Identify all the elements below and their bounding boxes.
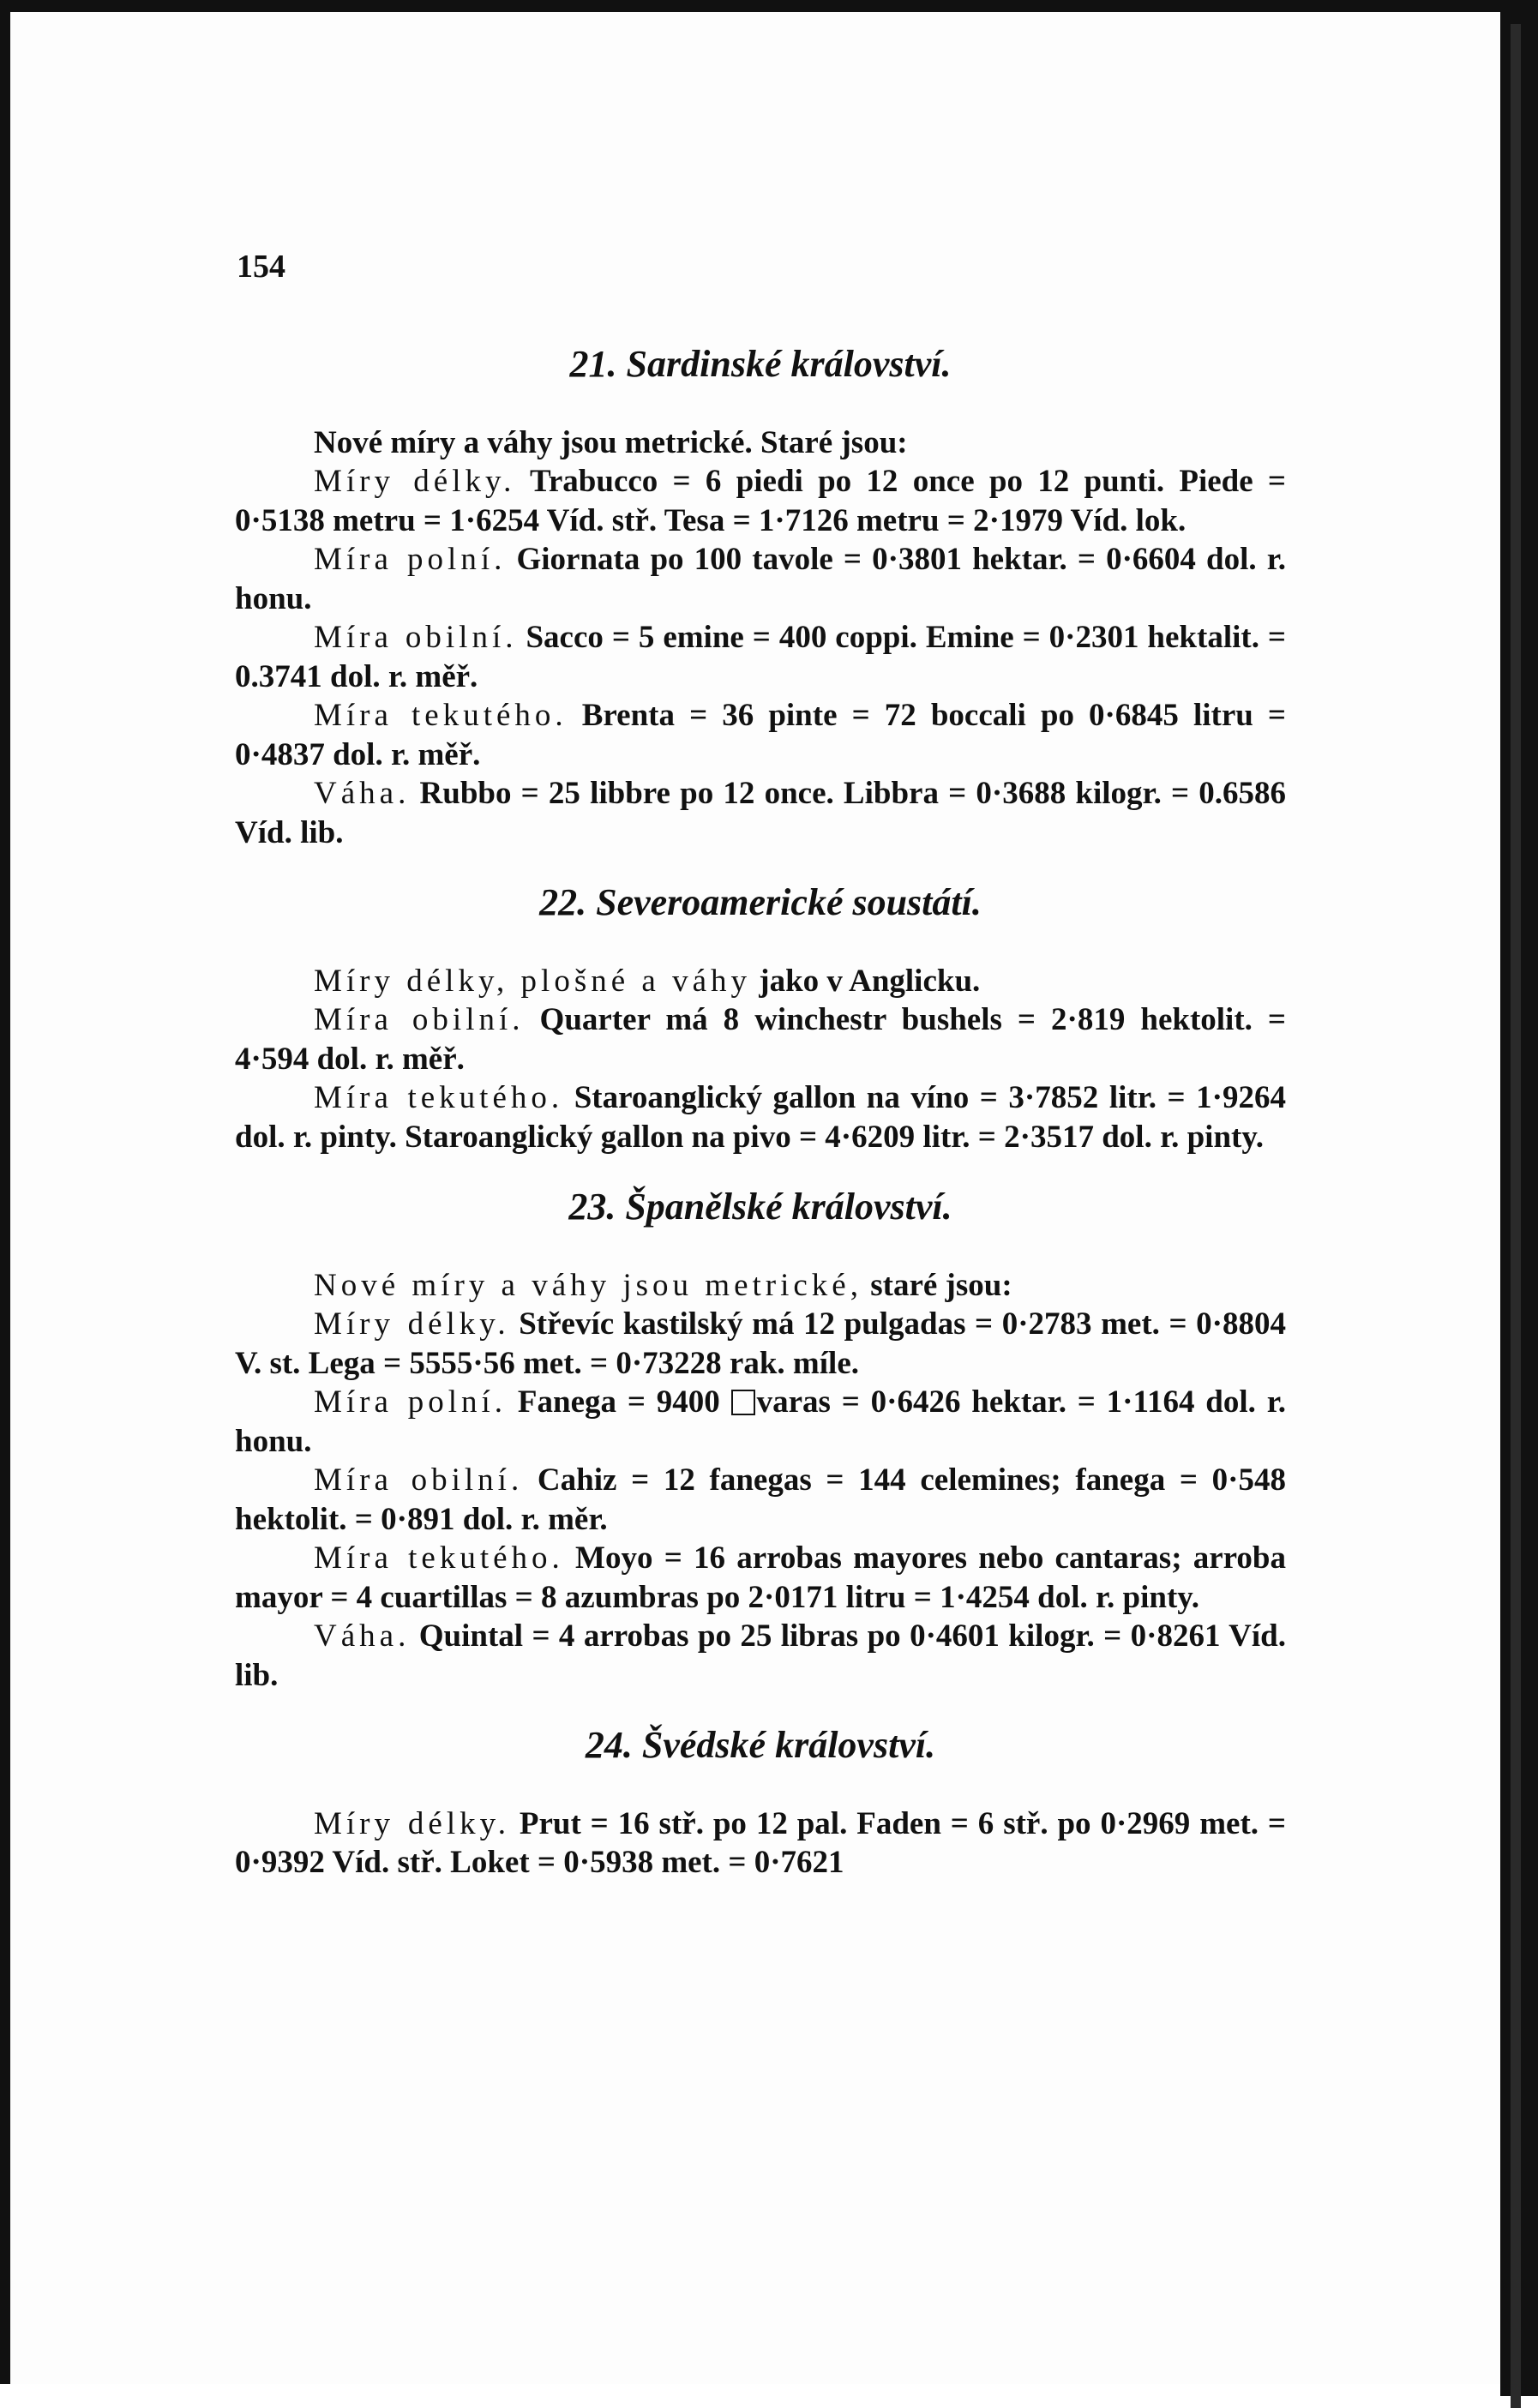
entry-text: Střevíc kastilský má 12 pulgadas = 0·2783 met. = 0·8804 V. st. Lega = 5555·56 met. = 0·73228 rak. míle. (235, 1306, 1286, 1381)
measure-entry (235, 1617, 1286, 1695)
entry-text: Brenta = 36 pinte = 72 boccali po 0·6845 litru = 0·4837 dol. r. měř. (235, 698, 1287, 772)
measure-entry (235, 1000, 1286, 1078)
entry-text: Prut = 16 stř. po 12 pal. Faden = 6 stř. po 0·2969 met. = 0·9392 Víd. stř. Loket = 0·5938 met. = 0·7621 (235, 1805, 1286, 1880)
measure-entry (235, 774, 1286, 852)
entry-label: Míry délky, plošné a váhy (314, 963, 751, 999)
entry-text: Trabucco = 6 piedi po 12 once po 12 punti. Piede = 0·5138 metru = 1·6254 Víd. stř. Tesa = 1·7126 metru = 2·1979 Víd. lok. (235, 464, 1286, 538)
measure-entry (235, 1461, 1286, 1539)
entry-text: Quintal = 4 arrobas po 25 libras po 0·4601 kilogr. = 0·8261 Víd. lib. (235, 1618, 1286, 1693)
entry-label: Míra obilní. (314, 1002, 525, 1037)
measure-entry (235, 462, 1286, 540)
entry-text: varas = 0·6426 hektar. = 1·1164 dol. r. honu. (235, 1384, 1287, 1459)
measure-entry (235, 1804, 1286, 1883)
section-intro: Nové míry a váhy jsou metrické, staré jsou: (314, 1267, 1012, 1303)
entry-label: Míra obilní. (314, 620, 518, 655)
entry-label: Míra tekutého. (314, 1540, 564, 1576)
entry-text: Sacco = 5 emine = 400 coppi. Emine = 0·2301 hektalit. = 0.3741 dol. r. měř. (235, 620, 1286, 694)
measure-entry (235, 1383, 1286, 1461)
entry-label: Míry délky. (314, 464, 516, 499)
section-heading: 23. Španělské království. (568, 1186, 952, 1228)
page-gutter-edge (1511, 24, 1521, 2408)
measure-entry (235, 618, 1286, 696)
page-number: 154 (237, 249, 285, 285)
entry-label: Míra tekutého. (314, 698, 568, 733)
entry-text: Quarter má 8 winchestr bushels = 2·819 hektolit. = 4·594 dol. r. měř. (235, 1002, 1287, 1077)
section-heading: 24. Švédské království. (585, 1724, 936, 1766)
entry-label: Míra obilní. (314, 1462, 524, 1498)
entry-text: Staroanglický gallon na víno = 3·7852 litr. = 1·9264 dol. r. pinty. Staroanglický gallon na pivo = 4·6209 litr. = 2·3517 dol. r. pinty. (235, 1080, 1287, 1155)
entry-text: Cahiz = 12 fanegas = 144 celemines; fanega = 0·548 hektolit. = 0·891 dol. r. měr. (235, 1462, 1287, 1537)
section-heading: 21. Sardinské království. (569, 343, 952, 385)
entry-text: Giornata po 100 tavole = 0·3801 hektar. = 0·6604 dol. r. honu. (235, 542, 1287, 616)
entry-label: Míra tekutého. (314, 1080, 564, 1115)
square-symbol-icon (731, 1390, 755, 1415)
measure-entry (235, 1539, 1286, 1617)
entry-text: Moyo = 16 arrobas mayores nebo cantaras; arroba mayor = 4 cuartillas = 8 azumbras po 2·0171 litru = 1·4254 dol. r. pinty. (235, 1540, 1287, 1615)
measure-entry (235, 1305, 1286, 1383)
measure-entry (235, 1078, 1286, 1156)
entry-label: Míry délky. (314, 1306, 510, 1342)
entry-text: Rubbo = 25 libbre po 12 once. Libbra = 0·3688 kilogr. = 0.6586 Víd. lib. (235, 776, 1287, 850)
entry-label: Míra polní. (314, 1384, 508, 1420)
entry-text: jako v Anglicku. (759, 963, 981, 999)
entry-text: Fanega = 9400 (517, 1384, 720, 1420)
measure-entry (235, 696, 1286, 774)
measure-entry (235, 962, 1286, 1001)
section-heading: 22. Severoamerické soustátí. (539, 881, 982, 923)
section-intro: Nové míry a váhy jsou metrické. Staré jsou: (314, 424, 908, 460)
page-content (235, 338, 1286, 1883)
measure-entry (235, 540, 1286, 618)
entry-label: Váha. (314, 776, 411, 811)
entry-label: Míry délky. (314, 1805, 510, 1841)
entry-label: Míra polní. (314, 542, 507, 577)
entry-label: Váha. (314, 1618, 411, 1654)
